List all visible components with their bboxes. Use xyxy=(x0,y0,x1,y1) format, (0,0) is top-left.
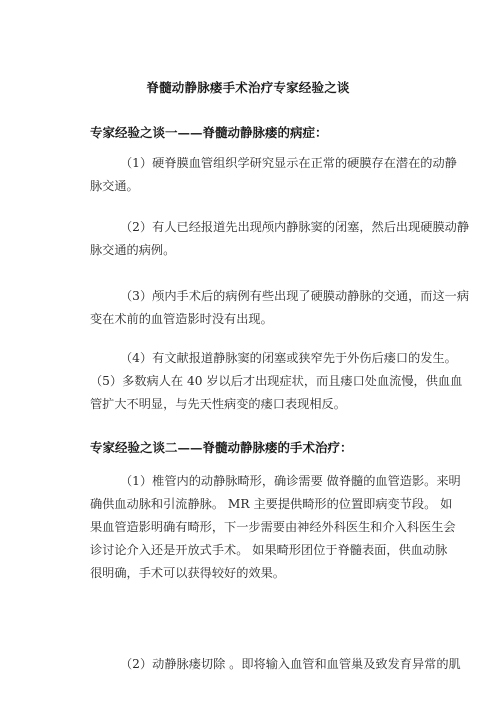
paragraph-line: 诊讨论介入还是开放式手术。 如果畸形团位于脊髓表面，供血动脉 xyxy=(90,543,448,557)
paragraph-line: （1）椎管内的动静脉畸形，确诊需要 做脊髓的血管造影。来明 xyxy=(120,474,461,488)
section-heading-2: 专家经验之谈二——脊髓动静脉瘘的手术治疗： xyxy=(90,440,353,455)
paragraph-line: 果血管造影明确有畸形，下一步需要由神经外科医生和介入科医生会 xyxy=(90,520,456,534)
paragraph-6 xyxy=(90,653,461,676)
paragraph-line: 脉交通的病例。 xyxy=(90,243,176,257)
paragraph-line: 脉交通。 xyxy=(90,179,139,193)
paragraph-line: （5）多数病人在 40 岁以后才出现症状，而且瘘口处血流慢，供血血 xyxy=(90,374,463,388)
paragraph-line: 变在术前的血管造影时没有出现。 xyxy=(90,312,273,326)
paragraph-5 xyxy=(90,470,461,585)
section-heading-1: 专家经验之谈一——脊髓动静脉瘘的病症： xyxy=(90,125,328,140)
paragraph-3 xyxy=(90,285,470,331)
paragraph-line: （4）有文献报道静脉窦的闭塞或狭窄先于外伤后瘘口的发生。 xyxy=(120,351,457,365)
paragraph-4 xyxy=(90,347,463,416)
paragraph-line: （2）有人已经报道先出现颅内静脉窦的闭塞，然后出现硬膜动静 xyxy=(120,220,470,234)
paragraph-line: （3）颅内手术后的病例有些出现了硬膜动静脉的交通，而这一病 xyxy=(120,289,470,303)
paragraph-line: 确供血动脉和引流静脉。 MR 主要提供畸形的位置即病变节段。 如 xyxy=(90,497,453,511)
paragraph-1 xyxy=(90,152,457,198)
document-title: 脊髓动静脉瘘手术治疗专家经验之谈 xyxy=(146,80,350,95)
paragraph-line: （2）动静脉瘘切除 。即将输入血管和血管巢及致发育异常的肌 xyxy=(120,657,461,671)
paragraph-2 xyxy=(90,216,470,262)
paragraph-line: 很明确，手术可以获得较好的效果。 xyxy=(90,566,285,580)
paragraph-line: （1）硬脊膜血管组织学研究显示在正常的硬膜存在潜在的动静 xyxy=(120,156,457,170)
paragraph-line: 管扩大不明显，与先天性病变的瘘口表现相反。 xyxy=(90,397,346,411)
